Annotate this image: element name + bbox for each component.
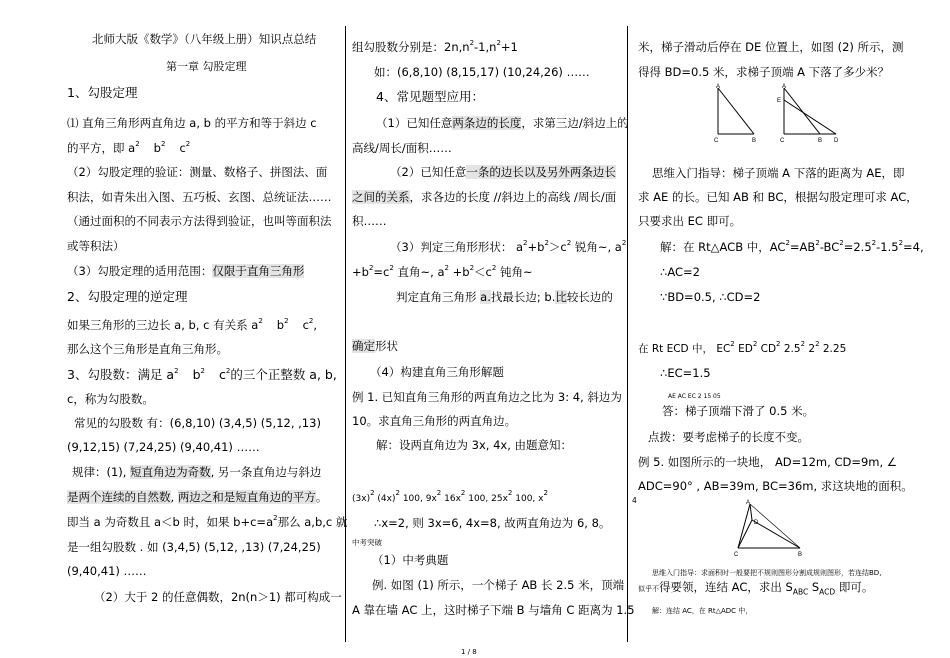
stray-digit: 4 — [632, 496, 637, 505]
paragraph: （2）勾股定理的验证：测量、数格子、拼图法、面 — [67, 165, 328, 179]
ladder-figure-1 — [710, 82, 770, 146]
formula-line: 如果三角形的三边长 a, b, c 有关系 $a^2$ $b^2$ $c^2$, — [67, 317, 318, 332]
column-3 — [632, 0, 924, 658]
highlight: a. — [480, 290, 491, 304]
solution-text: 解：设两直角边为 3x, 4x, 由题意知： — [376, 438, 573, 452]
example-text: 例. 如图 (1) 所示，一个梯子 AB 长 2.5 米，顶端 — [372, 578, 625, 592]
guide-text: 似乎不得要领，连结 AC，求出 $S_{ABC}$ $S_{ACD}$ 即可。 — [638, 580, 874, 597]
svg-text:B: B — [752, 138, 757, 144]
example-text: 例 1. 已知直角三角形的两直角边之比为 3: 4, 斜边为 — [352, 390, 622, 404]
svg-text:A: A — [716, 84, 721, 90]
paragraph: 如：(6,8,10) (8,15,17) (10,24,26) …… — [374, 65, 590, 79]
paragraph: （2）已知任意一条的边长以及另外两条边长 — [390, 165, 616, 179]
highlight: 短直角边为奇数 — [130, 465, 211, 479]
chapter-title: 第一章 勾股定理 — [166, 60, 247, 73]
paragraph: 是两个连续的自然数, 两边之和是短直角边的平方。 — [67, 490, 328, 504]
paragraph: $+b^2=c^2$ 直角~, $a^2 +b^2<c^2$ 钝角~ — [352, 264, 533, 279]
paragraph: 规律：(1), 短直角边为奇数, 另一条直角边与斜边 — [72, 465, 322, 479]
land-figure — [730, 498, 810, 560]
highlight: 确定 — [352, 339, 375, 353]
svg-text:C: C — [734, 552, 739, 558]
paragraph: 即当 a 为奇数且 a＜b 时，如果 $b+c=a^2$那么 a,b,c 就 — [67, 514, 348, 529]
solution-text: ∴x=2, 则 3x=6, 4x=8, 故两直角边为 6, 8。 — [374, 516, 611, 530]
svg-text:C: C — [714, 138, 719, 144]
column-divider — [345, 26, 346, 642]
paragraph: (9,12,15) (7,24,25) (9,40,41) …… — [67, 440, 260, 454]
guide-text: 只要求出 EC 即可。 — [638, 214, 742, 228]
paragraph: （1）已知任意两条边的长度，求第三边/斜边上的 — [376, 116, 629, 130]
paragraph: 那么这个三角形是直角三角形。 — [67, 342, 228, 356]
column-1 — [62, 0, 348, 658]
example-text: 例 5. 如图所示的一块地， AD=12m, CD=9m, ∠ — [638, 455, 898, 469]
guide-text: 思维入门指导：求面积时一般要把不规则图形分割成规则图形，若连结BD, — [652, 569, 882, 577]
section-heading: 2、勾股定理的逆定理 — [67, 289, 188, 304]
paragraph: 组勾股数分别是：$2n,n^2-1,n^2+1$ — [352, 39, 518, 54]
section-heading: 1、勾股定理 — [67, 85, 138, 100]
paragraph: ⑴ 直角三角形两直角边 a, b 的平方和等于斜边 c — [67, 116, 317, 130]
svg-text:A: A — [746, 500, 751, 506]
paragraph: c，称为勾股数。 — [67, 392, 154, 406]
document-title: 北师大版《数学》（八年级上册）知识点总结 — [92, 32, 317, 46]
guide-text: 求 AE 的长。已知 AB 和 BC，根据勾股定理可求 AC， — [638, 190, 918, 204]
answer-text: 答：梯子顶端下滑了 0.5 米。 — [662, 404, 815, 418]
note-text: 点拨：要考虑梯子的长度不变。 — [648, 430, 809, 444]
highlight: 两条边的长度 — [452, 116, 522, 130]
paragraph: (9,40,41) …… — [67, 564, 147, 578]
solution-text: 解：连结 AC，在 Rt△ADC 中， — [652, 607, 753, 615]
paragraph: 是一组勾股数 . 如 (3,4,5) (5,12, ,13) (7,24,25) — [67, 540, 321, 554]
formula-line: 的平方，即 $a^2$ $b^2$ $c^2$ — [67, 140, 191, 155]
highlight: 是两个连续的自然数 — [67, 490, 171, 504]
paragraph: 积法，如青朱出入图、五巧板、玄图、总统证法…… — [67, 190, 332, 204]
svg-text:C: C — [780, 138, 785, 144]
page-number: 1 / 8 — [461, 648, 477, 656]
paragraph: （3）勾股定理的适用范围：仅限于直角三角形 — [67, 264, 305, 278]
section-heading: 4、常见题型应用： — [376, 89, 484, 104]
paragraph: （通过面积的不同表示方法得到验证，也叫等面积法 — [67, 214, 332, 228]
svg-text:D: D — [834, 138, 839, 144]
paragraph: 高线/周长/面积…… — [352, 141, 452, 155]
svg-text:B: B — [798, 552, 803, 558]
example-text: A 靠在墙 AC 上，这时梯子下端 B 与墙角 C 距离为 1.5 — [352, 603, 635, 617]
highlight: 两边之和是短直角边的平方 — [177, 490, 316, 504]
svg-text:E: E — [777, 98, 782, 104]
section-heading: 3、勾股数：满足 $a^2$ $b^2$ $c^2$的三个正整数 a, b, — [67, 367, 337, 382]
svg-text:D: D — [754, 520, 759, 526]
column-2 — [350, 0, 635, 658]
example-text: 10。求直角三角形的两直角边。 — [352, 414, 517, 428]
solution-text: 解：在 Rt△ACB 中，$AC^2=AB^2-BC^2=2.5^2-1.5^2=4$, — [660, 239, 924, 254]
paragraph: （4）构建直角三角形解题 — [370, 365, 504, 379]
equation-line: $(3x)^2$ $(4x)^2$ 100, $9x^2$ $16x^2$ 100, $25x^2$ 100, $x^2$ — [352, 489, 548, 504]
highlight: 之间的关系 — [352, 190, 410, 204]
solution-text: ∴AC=2 — [660, 265, 700, 279]
solution-text: ∵BD=0.5, ∴CD=2 — [660, 290, 761, 304]
svg-text:B: B — [818, 138, 823, 144]
svg-text:A: A — [782, 84, 787, 90]
paragraph: 常见的勾股数 有：(6,8,10) (3,4,5) (5,12, ,13) — [74, 416, 321, 430]
paragraph: （3）判定三角形形状： $a^2+b^2>c^2$ 锐角~, $a^2$ — [390, 239, 627, 254]
paragraph: 之间的关系，求各边的长度 //斜边上的高线 /周长/面 — [352, 190, 617, 204]
highlight: 仅限于直角三角形 — [212, 264, 305, 278]
ladder-figure-2 — [776, 82, 846, 146]
solution-text: ∴EC=1.5 — [660, 366, 711, 380]
guide-text: 思维入门指导：梯子顶端 A 下落的距离为 AE，即 — [652, 166, 905, 180]
paragraph: 判定直角三角形 a.找最长边; b.比较长边的 — [396, 290, 613, 304]
paragraph: （2）大于 2 的任意偶数，2n(n＞1) 都可构成一 — [94, 590, 342, 604]
equation-line: 在 Rt ECD 中， $EC^2$ $ED^2$ $CD^2$ $2.5^2$ $2^2$ 2.25 — [638, 340, 847, 355]
highlight: 一条的边长以及另外两条边长 — [466, 165, 616, 179]
paragraph: 米，梯子滑动后停在 DE 位置上，如图 (2) 所示，测 — [638, 40, 904, 54]
small-label: 中考突破 — [352, 538, 382, 547]
paragraph: 或等积法） — [67, 239, 125, 253]
paragraph: 积…… — [352, 214, 387, 228]
highlight: 比 — [555, 290, 567, 304]
small-fraction-labels: AE AC EC 2 15 05 — [668, 393, 721, 400]
paragraph: 得得 BD=0.5 米，求梯子顶端 A 下落了多少米？ — [638, 65, 890, 79]
example-text: ADC=90° , AB=39m, BC=36m, 求这块地的面积。 — [638, 479, 913, 493]
paragraph: 确定形状 — [352, 339, 398, 353]
section-heading: （1）中考典题 — [372, 553, 449, 567]
